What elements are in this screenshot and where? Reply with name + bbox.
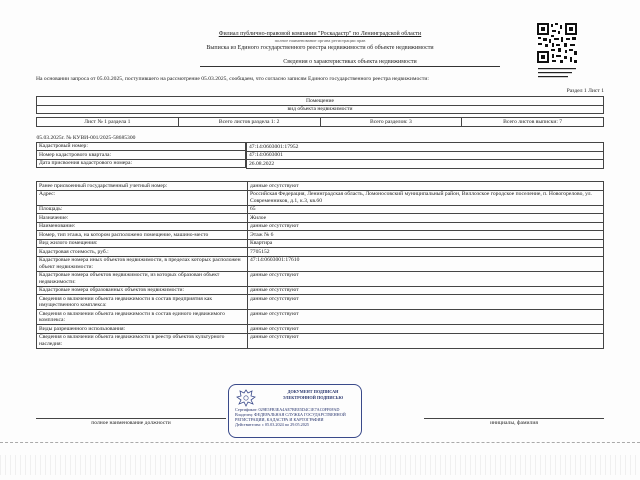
row-label: Сведения о включении объекта недвижимости в состав предприятия как имущественного комплекса: (37, 295, 248, 310)
stamp-certificate: Сертификат: 029E5FB3EA4AE7BEE5D4C1E7AC0FF0FAD (235, 407, 340, 412)
row-value: Российская Федерация, Ленинградская область, Ломоносовский муниципальный район, Виллозское городское поселение, п. Новогорелово, ул. Современников, д.1, к.3, кв.60 (248, 190, 604, 205)
row-label: Номер, тип этажа, на котором расположено помещение, машино-место (37, 231, 248, 240)
signature-stamp (228, 384, 362, 438)
row-value: данные отсутствуют (248, 333, 604, 348)
object-type: Помещение (37, 97, 604, 106)
name-caption: инициалы, фамилия (424, 418, 604, 426)
row-label: Кадастровые номера объектов недвижимости, из которых образован объект недвижимости: (37, 271, 248, 286)
table-row (37, 214, 604, 223)
request-number: 05.03.2025г. № КУВИ-001/2025-58685300 (36, 134, 136, 141)
assignment-date: 26.08.2022 (247, 160, 604, 169)
row-value: Квартира (248, 239, 604, 248)
extract-sheets-total: Всего листов выписки: 7 (462, 118, 604, 127)
position-caption: полное наименование должности (36, 418, 226, 426)
row-label: Сведения о включении объекта недвижимости в реестр объектов культурного наследия: (37, 333, 248, 348)
section-title: Сведения о характеристиках объекта недвижимости (200, 58, 500, 67)
row-value: данные отсутствуют (248, 295, 604, 310)
row-label: Сведения о включении объекта недвижимости в состав единого недвижимого комплекса: (37, 310, 248, 325)
row-label: Площадь: (37, 205, 248, 214)
row-value: Жилое (248, 214, 604, 223)
row-label: Кадастровые номера образованных объектов недвижимости: (37, 286, 248, 295)
table-row (37, 286, 604, 295)
request-label: Номер кадастрового квартала: (37, 151, 246, 160)
row-value: данные отсутствуют (248, 271, 604, 286)
row-label: Кадастровая стоимость, руб.: (37, 248, 248, 257)
row-value: данные отсутствуют (248, 222, 604, 231)
intro-text: На основании запроса от 05.03.2025, поступившего на рассмотрение 05.03.2025, сообщаем, что согласно записям Единого государственного реестра недвижимости: (36, 76, 429, 82)
scan-noise (0, 455, 640, 475)
sheet-reference: Раздел 1 Лист 1 (566, 88, 604, 94)
row-label: Виды разрешенного использования: (37, 325, 248, 334)
row-value: данные отсутствуют (248, 325, 604, 334)
row-label: Назначение: (37, 214, 248, 223)
row-value: данные отсутствуют (248, 286, 604, 295)
table-row (37, 231, 604, 240)
table-row (37, 190, 604, 205)
qr-code-icon (536, 22, 578, 80)
divider (0, 442, 640, 443)
request-label: Дата присвоения кадастрового номера: (37, 159, 246, 168)
request-values-table (246, 142, 604, 169)
document-title: Выписка из Единого государственного реестра недвижимости об объекте недвижимости (206, 45, 434, 51)
table-row (37, 182, 604, 191)
row-value: 65 (248, 205, 604, 214)
row-label: Адрес: (37, 190, 248, 205)
row-label: Вид жилого помещения: (37, 239, 248, 248)
table-row (37, 333, 604, 348)
table-row (37, 205, 604, 214)
row-value: данные отсутствуют (248, 182, 604, 191)
request-label: Кадастровый номер: (37, 142, 246, 151)
stamp-validity: Действителен: с 05.03.2024 по 29.05.2025 (235, 422, 310, 427)
characteristics-table (36, 181, 604, 349)
org-name: Филиал публично-правовой компании "Роскадастр" по Ленинградской области (218, 31, 422, 37)
stamp-title: ДОКУМЕНТ ПОДПИСАН (287, 389, 339, 394)
object-type-caption: вид объекта недвижимости (37, 105, 604, 114)
row-value: 47:14:0603001:17610 (248, 256, 604, 271)
row-label: Кадастровые номера иных объектов недвижимости, в пределах которых расположен объект недвижимости: (37, 256, 248, 271)
row-value: 7705152 (248, 248, 604, 257)
row-value: Этаж № 6 (248, 231, 604, 240)
table-row (37, 325, 604, 334)
cadastral-number: 47:14:0603001:17952 (247, 143, 604, 152)
row-value: данные отсутствуют (248, 310, 604, 325)
request-table (36, 134, 246, 168)
sections-total: Всего разделов: 3 (320, 118, 462, 127)
org-caption: полное наименование органа регистрации прав (274, 38, 366, 43)
table-row (37, 271, 604, 286)
stamp-subtitle: ЭЛЕКТРОННОЙ ПОДПИСЬЮ (282, 395, 344, 400)
stamp-owner: Владелец: ФЕДЕРАЛЬНАЯ СЛУЖБА ГОСУДАРСТВЕННОЙ РЕГИСТРАЦИИ, КАДАСТРА И КАРТОГРАФИИ (235, 412, 346, 422)
table-row (37, 239, 604, 248)
section-sheets-total: Всего листов раздела 1: 2 (178, 118, 320, 127)
table-row (37, 295, 604, 310)
table-row (37, 222, 604, 231)
table-row (37, 248, 604, 257)
table-row (37, 310, 604, 325)
row-label: Наименование: (37, 222, 248, 231)
sheet-number: Лист № 1 раздела 1 (37, 118, 179, 127)
table-row (37, 256, 604, 271)
cadastral-quarter: 47:14:0603001 (247, 151, 604, 160)
object-type-table (36, 96, 604, 114)
sheet-info-table (36, 117, 604, 127)
emblem-icon (235, 388, 257, 408)
row-label: Ранее присвоенный государственный учетный номер: (37, 182, 248, 191)
